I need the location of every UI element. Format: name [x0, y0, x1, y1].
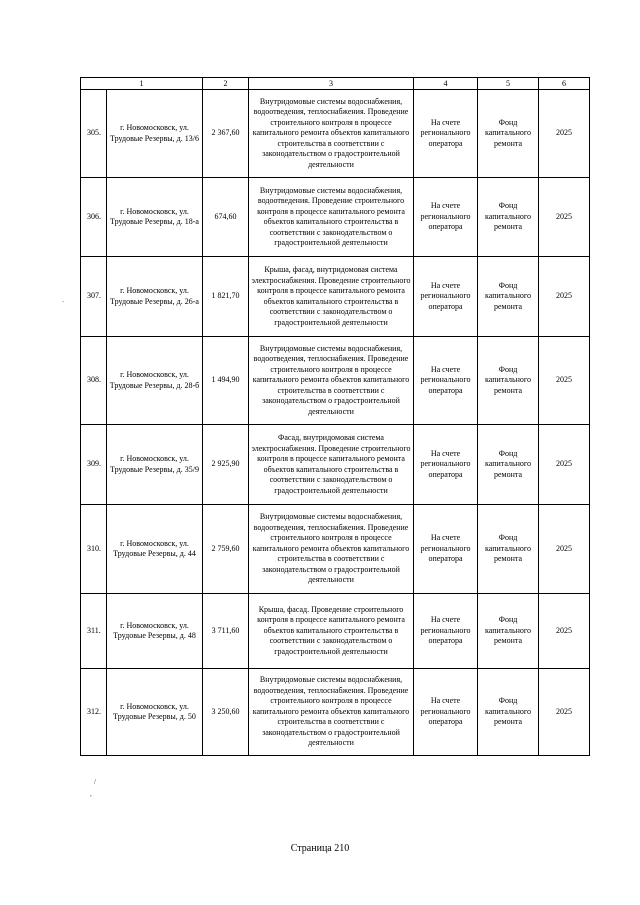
area-cell: 2 759,60 [203, 505, 249, 594]
row-number: 307. [81, 257, 107, 337]
scan-artifact: ` [62, 300, 65, 308]
address-cell: г. Новомосковск, ул. Трудовые Резервы, д. 48 [107, 594, 203, 669]
source-cell: Фонд капитального ремонта [478, 257, 539, 337]
source-cell: Фонд капитального ремонта [478, 178, 539, 257]
source-cell: Фонд капитального ремонта [478, 669, 539, 756]
year-cell: 2025 [539, 337, 590, 425]
source-cell: Фонд капитального ремонта [478, 594, 539, 669]
row-number: 308. [81, 337, 107, 425]
row-number: 312. [81, 669, 107, 756]
works-cell: Внутридомовые системы водоснабжения, водоотведения, теплоснабжения. Проведение строительного контроля в процессе капитального ремонта объектов капитального строительства в соответствии с законодательством о градостроительной деятельности [249, 505, 414, 594]
table-row [81, 178, 590, 257]
year-cell: 2025 [539, 90, 590, 178]
area-cell: 2 367,60 [203, 90, 249, 178]
area-cell: 1 494,90 [203, 337, 249, 425]
works-cell: Внутридомовые системы водоснабжения, водоотведения, теплоснабжения. Проведение строительного контроля в процессе капитального ремонта объектов капитального строительства в соответствии с законодательством о градостроительной деятельности [249, 669, 414, 756]
address-cell: г. Новомосковск, ул. Трудовые Резервы, д. 44 [107, 505, 203, 594]
table-row [81, 90, 590, 178]
works-cell: Крыша, фасад, внутридомовая система электроснабжения. Проведение строительного контроля в процессе капитального ремонта объектов капитального строительства в соответствии с законодательством о градостроительной деятельности [249, 257, 414, 337]
source-cell: Фонд капитального ремонта [478, 90, 539, 178]
row-number: 305. [81, 90, 107, 178]
row-number: 306. [81, 178, 107, 257]
account-cell: На счете регионального оператора [414, 505, 478, 594]
header-cell: 3 [249, 78, 414, 90]
address-cell: г. Новомосковск, ул. Трудовые Резервы, д. 18-а [107, 178, 203, 257]
year-cell: 2025 [539, 257, 590, 337]
header-cell: 6 [539, 78, 590, 90]
address-cell: г. Новомосковск, ул. Трудовые Резервы, д. 35/9 [107, 425, 203, 505]
works-cell: Крыша, фасад. Проведение строительного контроля в процессе капитального ремонта объектов капитального строительства в соответствии с законодательством о градостроительной деятельности [249, 594, 414, 669]
header-cell: 2 [203, 78, 249, 90]
table-row [81, 257, 590, 337]
source-cell: Фонд капитального ремонта [478, 425, 539, 505]
address-cell: г. Новомосковск, ул. Трудовые Резервы, д. 13/6 [107, 90, 203, 178]
year-cell: 2025 [539, 178, 590, 257]
scan-artifact: / [94, 778, 96, 786]
account-cell: На счете регионального оператора [414, 669, 478, 756]
area-cell: 674,60 [203, 178, 249, 257]
works-cell: Внутридомовые системы водоснабжения, водоотведения. Проведение строительного контроля в процессе капитального ремонта объектов капитального строительства в соответствии с законодательством о градостроительной деятельности [249, 178, 414, 257]
address-cell: г. Новомосковск, ул. Трудовые Резервы, д. 50 [107, 669, 203, 756]
table-row [81, 505, 590, 594]
year-cell: 2025 [539, 505, 590, 594]
source-cell: Фонд капитального ремонта [478, 505, 539, 594]
header-cell: 5 [478, 78, 539, 90]
row-number: 310. [81, 505, 107, 594]
row-number: 309. [81, 425, 107, 505]
table-row [81, 337, 590, 425]
area-cell: 3 250,60 [203, 669, 249, 756]
year-cell: 2025 [539, 669, 590, 756]
works-cell: Внутридомовые системы водоснабжения, водоотведения, теплоснабжения. Проведение строительного контроля в процессе капитального ремонта объектов капитального строительства в соответствии с законодательством о градостроительной деятельности [249, 90, 414, 178]
year-cell: 2025 [539, 425, 590, 505]
address-cell: г. Новомосковск, ул. Трудовые Резервы, д. 28-б [107, 337, 203, 425]
area-cell: 3 711,60 [203, 594, 249, 669]
source-cell: Фонд капитального ремонта [478, 337, 539, 425]
account-cell: На счете регионального оператора [414, 337, 478, 425]
address-cell: г. Новомосковск, ул. Трудовые Резервы, д. 26-а [107, 257, 203, 337]
account-cell: На счете регионального оператора [414, 594, 478, 669]
header-row [81, 78, 590, 90]
works-table [80, 77, 590, 756]
account-cell: На счете регионального оператора [414, 178, 478, 257]
table-row [81, 594, 590, 669]
table-row [81, 669, 590, 756]
year-cell: 2025 [539, 594, 590, 669]
account-cell: На счете регионального оператора [414, 425, 478, 505]
header-cell: 4 [414, 78, 478, 90]
account-cell: На счете регионального оператора [414, 257, 478, 337]
row-number: 311. [81, 594, 107, 669]
account-cell: На счете регионального оператора [414, 90, 478, 178]
page-number: Страница 210 [290, 843, 350, 854]
header-cell: 1 [81, 78, 203, 90]
table-row [81, 425, 590, 505]
area-cell: 2 925,90 [203, 425, 249, 505]
area-cell: 1 821,70 [203, 257, 249, 337]
scan-artifact: , [90, 790, 92, 798]
works-cell: Фасад, внутридомовая система электроснабжения. Проведение строительного контроля в процессе капитального ремонта объектов капитального строительства в соответствии с законодательством о градостроительной деятельности [249, 425, 414, 505]
works-cell: Внутридомовые системы водоснабжения, водоотведения, теплоснабжения. Проведение строительного контроля в процессе капитального ремонта объектов капитального строительства в соответствии с законодательством о градостроительной деятельности [249, 337, 414, 425]
